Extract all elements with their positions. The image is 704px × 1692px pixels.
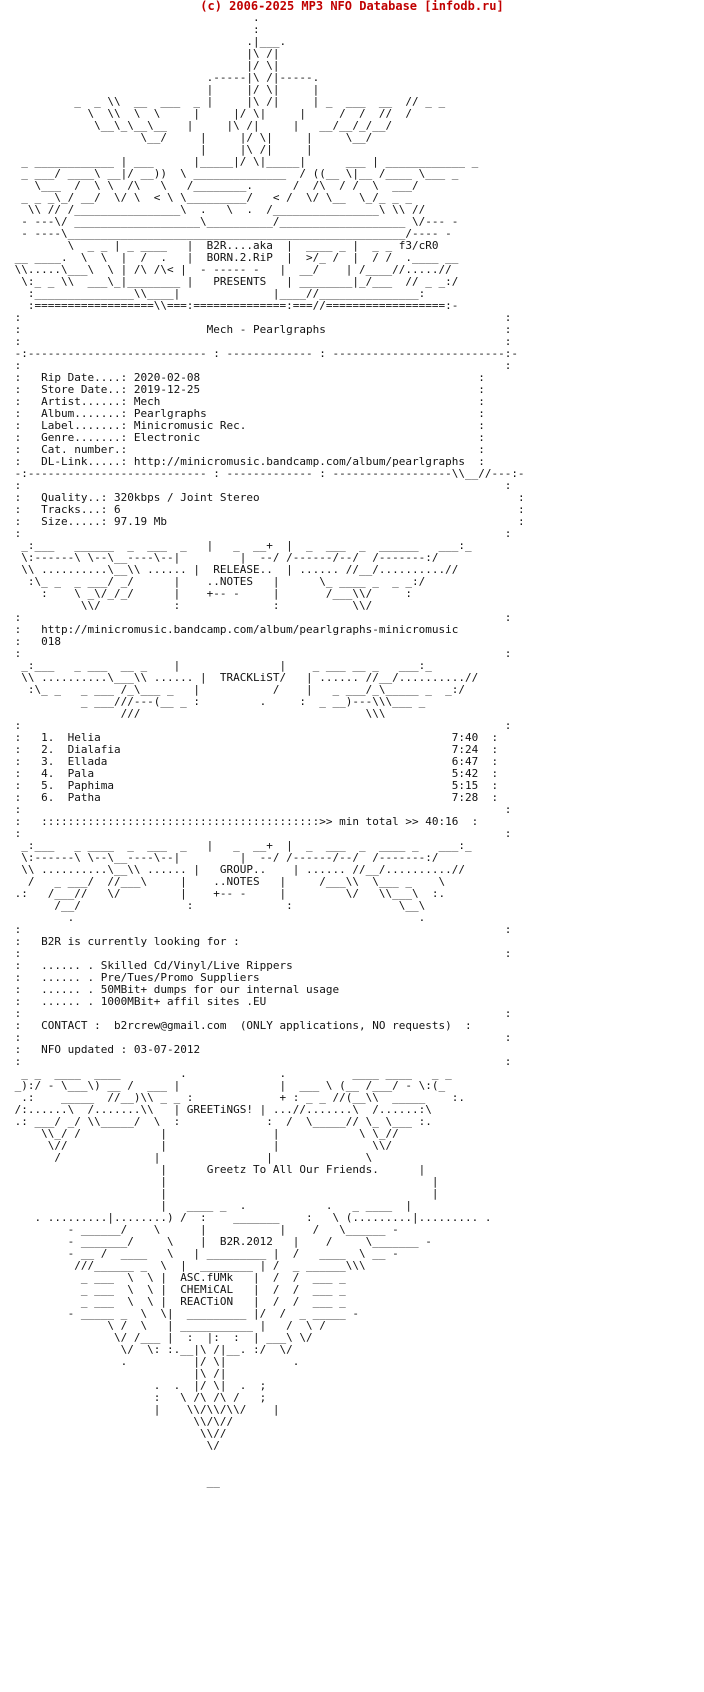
- track-time: 7:24: [451, 743, 479, 756]
- track-time: 7:40: [451, 731, 479, 744]
- dl-link: http://minicromusic.bandcamp.com/album/pearlgraphs: [133, 455, 465, 468]
- greetings-text: Greetz To All Our Friends.: [206, 1163, 379, 1176]
- contact-email: b2rcrew@gmail.com: [113, 1019, 227, 1032]
- recruit-item: ...... . 50MBit+ dumps for our internal usage: [41, 983, 340, 996]
- track-title: Patha: [67, 791, 101, 804]
- release-url-line2: 018: [41, 635, 61, 648]
- size: 97.19 Mb: [113, 515, 167, 528]
- copyright-banner: (c) 2006-2025 MP3 NFO Database [infodb.ru]: [200, 0, 504, 13]
- rip-date: 2020-02-08: [133, 371, 201, 384]
- track-time: 6:47: [451, 755, 479, 768]
- track-time: 5:15: [451, 779, 479, 792]
- track-title: Dialafia: [67, 743, 121, 756]
- total-time: 40:16: [425, 815, 459, 828]
- track-title: Helia: [67, 731, 101, 744]
- label: Minicromusic Rec.: [133, 419, 247, 432]
- tracks-count: 6: [113, 503, 121, 516]
- recruit-item: ...... . Skilled Cd/Vinyl/Live Rippers: [41, 959, 293, 972]
- release-url-line1: http://minicromusic.bandcamp.com/album/pearlgraphs-minicromusic: [41, 623, 459, 636]
- contact-note: (ONLY applications, NO requests): [239, 1019, 452, 1032]
- nfo-updated: NFO updated : 03-07-2012: [41, 1043, 201, 1056]
- release-title: Mech - Pearlgraphs: [34, 323, 499, 336]
- credit-2: CHEMiCAL: [180, 1283, 234, 1296]
- recruit-item: ...... . 1000MBit+ affil sites .EU: [41, 995, 267, 1008]
- year-tag: B2R.2012: [219, 1235, 273, 1248]
- album: Pearlgraphs: [133, 407, 207, 420]
- track-time: 7:28: [451, 791, 479, 804]
- credit-3: REACTiON: [180, 1295, 234, 1308]
- store-date: 2019-12-25: [133, 383, 201, 396]
- track-title: Pala: [67, 767, 95, 780]
- quality: 320kbps / Joint Stereo: [113, 491, 260, 504]
- track-title: Paphima: [67, 779, 114, 792]
- recruit-item: ...... . Pre/Tues/Promo Suppliers: [41, 971, 260, 984]
- track-title: Ellada: [67, 755, 108, 768]
- genre: Electronic: [133, 431, 201, 444]
- artist: Mech: [133, 395, 161, 408]
- looking-for: B2R is currently looking for :: [41, 935, 240, 948]
- nfo-art: . : .|___. |\ /| |/ \| .-----|\ /|-----. | |/ \| | _ _ \\ __ ___ _ | |\ /| | _ ___ __ // _ _ \ \\ \ \ | |/ \| | / / // / \__\_\__\__ | |\ /| | __/__/_/__/ \__/ | |/ \| | \__/ | |\ /| | _ ____________ | ___ |_____|/ \|_____| ___ | ____________ _ _ ___/ ____\ __|/ __)) \ ______________ / ((__ \|__ /____ \___ _ \___ / \ \ /\ \ /________. / /\ / / \ ___/ _ _ _\_/ __/ \/ \ < \ \_________/ < / \/ \__ \_/_ _ _ \\ // /________________\ . \ . /________________\ \\ // - ---\/ ___________________\__________/___________________ \/--- - - ----\___________________________________________________/---- - \ _ _ | _ ____ | B2R....aka | ____ _ | _ _ f3/cR0 __ ____. \ \ | / . | BORN.2.RiP | >/_ / | / / .____ __ \\.....\___\ \ | /\ /\< | - ----- - | __/ | /____//.....// \:_ _ \\ ___\_|________ | PRESENTS | ________|_/___ // _ _:/ :_______________\\____| |____//_______________: :==================\\===:==============:===//==================:- : : : Mech - Pearlgraphs : : : -:--------------------------- : ------------- : --------------------------:- : : : Rip Date....: 2020-02-08 : : Store Date..: 2019-12-25 : : Artist......: Mech : : Album.......: Pearlgraphs : : Label.......: Minicromusic Rec. : : Genre.......: Electronic : : Cat. number.: : : DL-Link.....: http://minicromusic.bandcamp.com/album/pearlgraphs : -:--------------------------- : ------------- : ------------------\\__//---:- : : : Quality..: 320kbps / Joint Stereo : : Tracks...: 6 : : Size.....: 97.19 Mb : : : _:___ ______ _ ___ _ | _ __+ | _ ___ _ ______ ___:_ \:------\ \--\__----\--| | --/ /------/--/ /-------:/ \\ ..........\__\\ ...... | RELEASE.. | ...... //__/..........// :\_ _ _ ___/ _/ | ..NOTES | \_ ____ _ _ _:/ : \ _\/_/_/ | +-- - | /___\\/ : \\/ : : \\/ : : : http://minicromusic.bandcamp.com/album/pearlgraphs-minicromusic : 018 : : _:___ _ ___ __ _ | | _ ___ __ _ ___:_ \\ ..........\___\\ ...... | TRACKLiST/ | ...... //__/..........// :\_ _ _ ___ /_\___ _ | / | _ ___/_\_____ _ _:/ _ ___///---(__ _ : . : _ __)---\\\___ _ /// \\\ : : : 1. Helia 7:40 : : 2. Dialafia 7:24 : : 3. Ellada 6:47 : : 4. Pala 5:42 : : 5. Paphima 5:15 : : 6. Patha 7:28 : : : : ::::::::::::::::::::::::::::::::::::::::::>> min total >> 40:16 : : : _:___ _ ____ _ ___ _ | _ __+ | _ ___ _ ____ _ ___:_ \:------\ \--\__----\--| | --/ /------/--/ /-------:/ \\ ..........\__\\ ...... | GROUP.. | ...... //__/..........// / _ ___/ //___\ | ..NOTES | /___\\ \___ _ \ .: /___// \/ | +-- - | \/ \\___\ :. /__/ : : \__\ . . : : : B2R is currently looking for : : : : ...... . Skilled Cd/Vinyl/Live Rippers : ...... . Pre/Tues/Promo Suppliers : ...... . 50MBit+ dumps for our internal usage : ...... . 1000MBit+ affil sites .EU : : : CONTACT : b2rcrew@gmail.com (ONLY applications, NO requests) : : : : NFO updated : 03-07-2012 : : _ _ ____ ____ . . ____ ____ _ _ _):/ - \___\) __ / ___ | | ___ \ (__ /___/ - \:(_ .: _____ //__)\\ _ _ : + : _ _ //(__\\ _____ :. /:......\ /.......\\ | GREETiNGS! | ...//.......\ /......:\ .: ___/ _/ \\_____/ \ : : / \_____// \_ \___ :. \\_/ / | | \ \_// \// | | \\/ / | | \ | Greetz To All Our Friends. | | | | | | ____ _ . . _ ____ | . .........|........) / : _______ : \ (.........|......... . - ______/ \ | | / \______ - - _______/ \ | B2R.2012 | / \_______ - - __ / ____ \ | _________ | / ____ \ __ - ///______ _ \ | ________ | / _ ______\\\ _ ___ \ \ | ASC.fUMk | / / ___ _ _ ___ \ \ | CHEMiCAL | / / ___ _ _ ___ \ \ | REACTiON | / / ___ _ - _____ _ \ \| _________ |/ / _ _____ - \ / \ | ___________ | / \ / \/ /___ | : |: : | ___\ \/ \/ \: :.__|\ /|__. :/ \/ . |/ \| . |\ /| . . |/ \| . ; : \ /\ /\ / ; | \\/\\/\\/ | \\/\// \\// \/ __: [8, 11, 525, 1488]
- track-time: 5:42: [451, 767, 479, 780]
- credit-1: ASC.fUMk: [180, 1271, 234, 1284]
